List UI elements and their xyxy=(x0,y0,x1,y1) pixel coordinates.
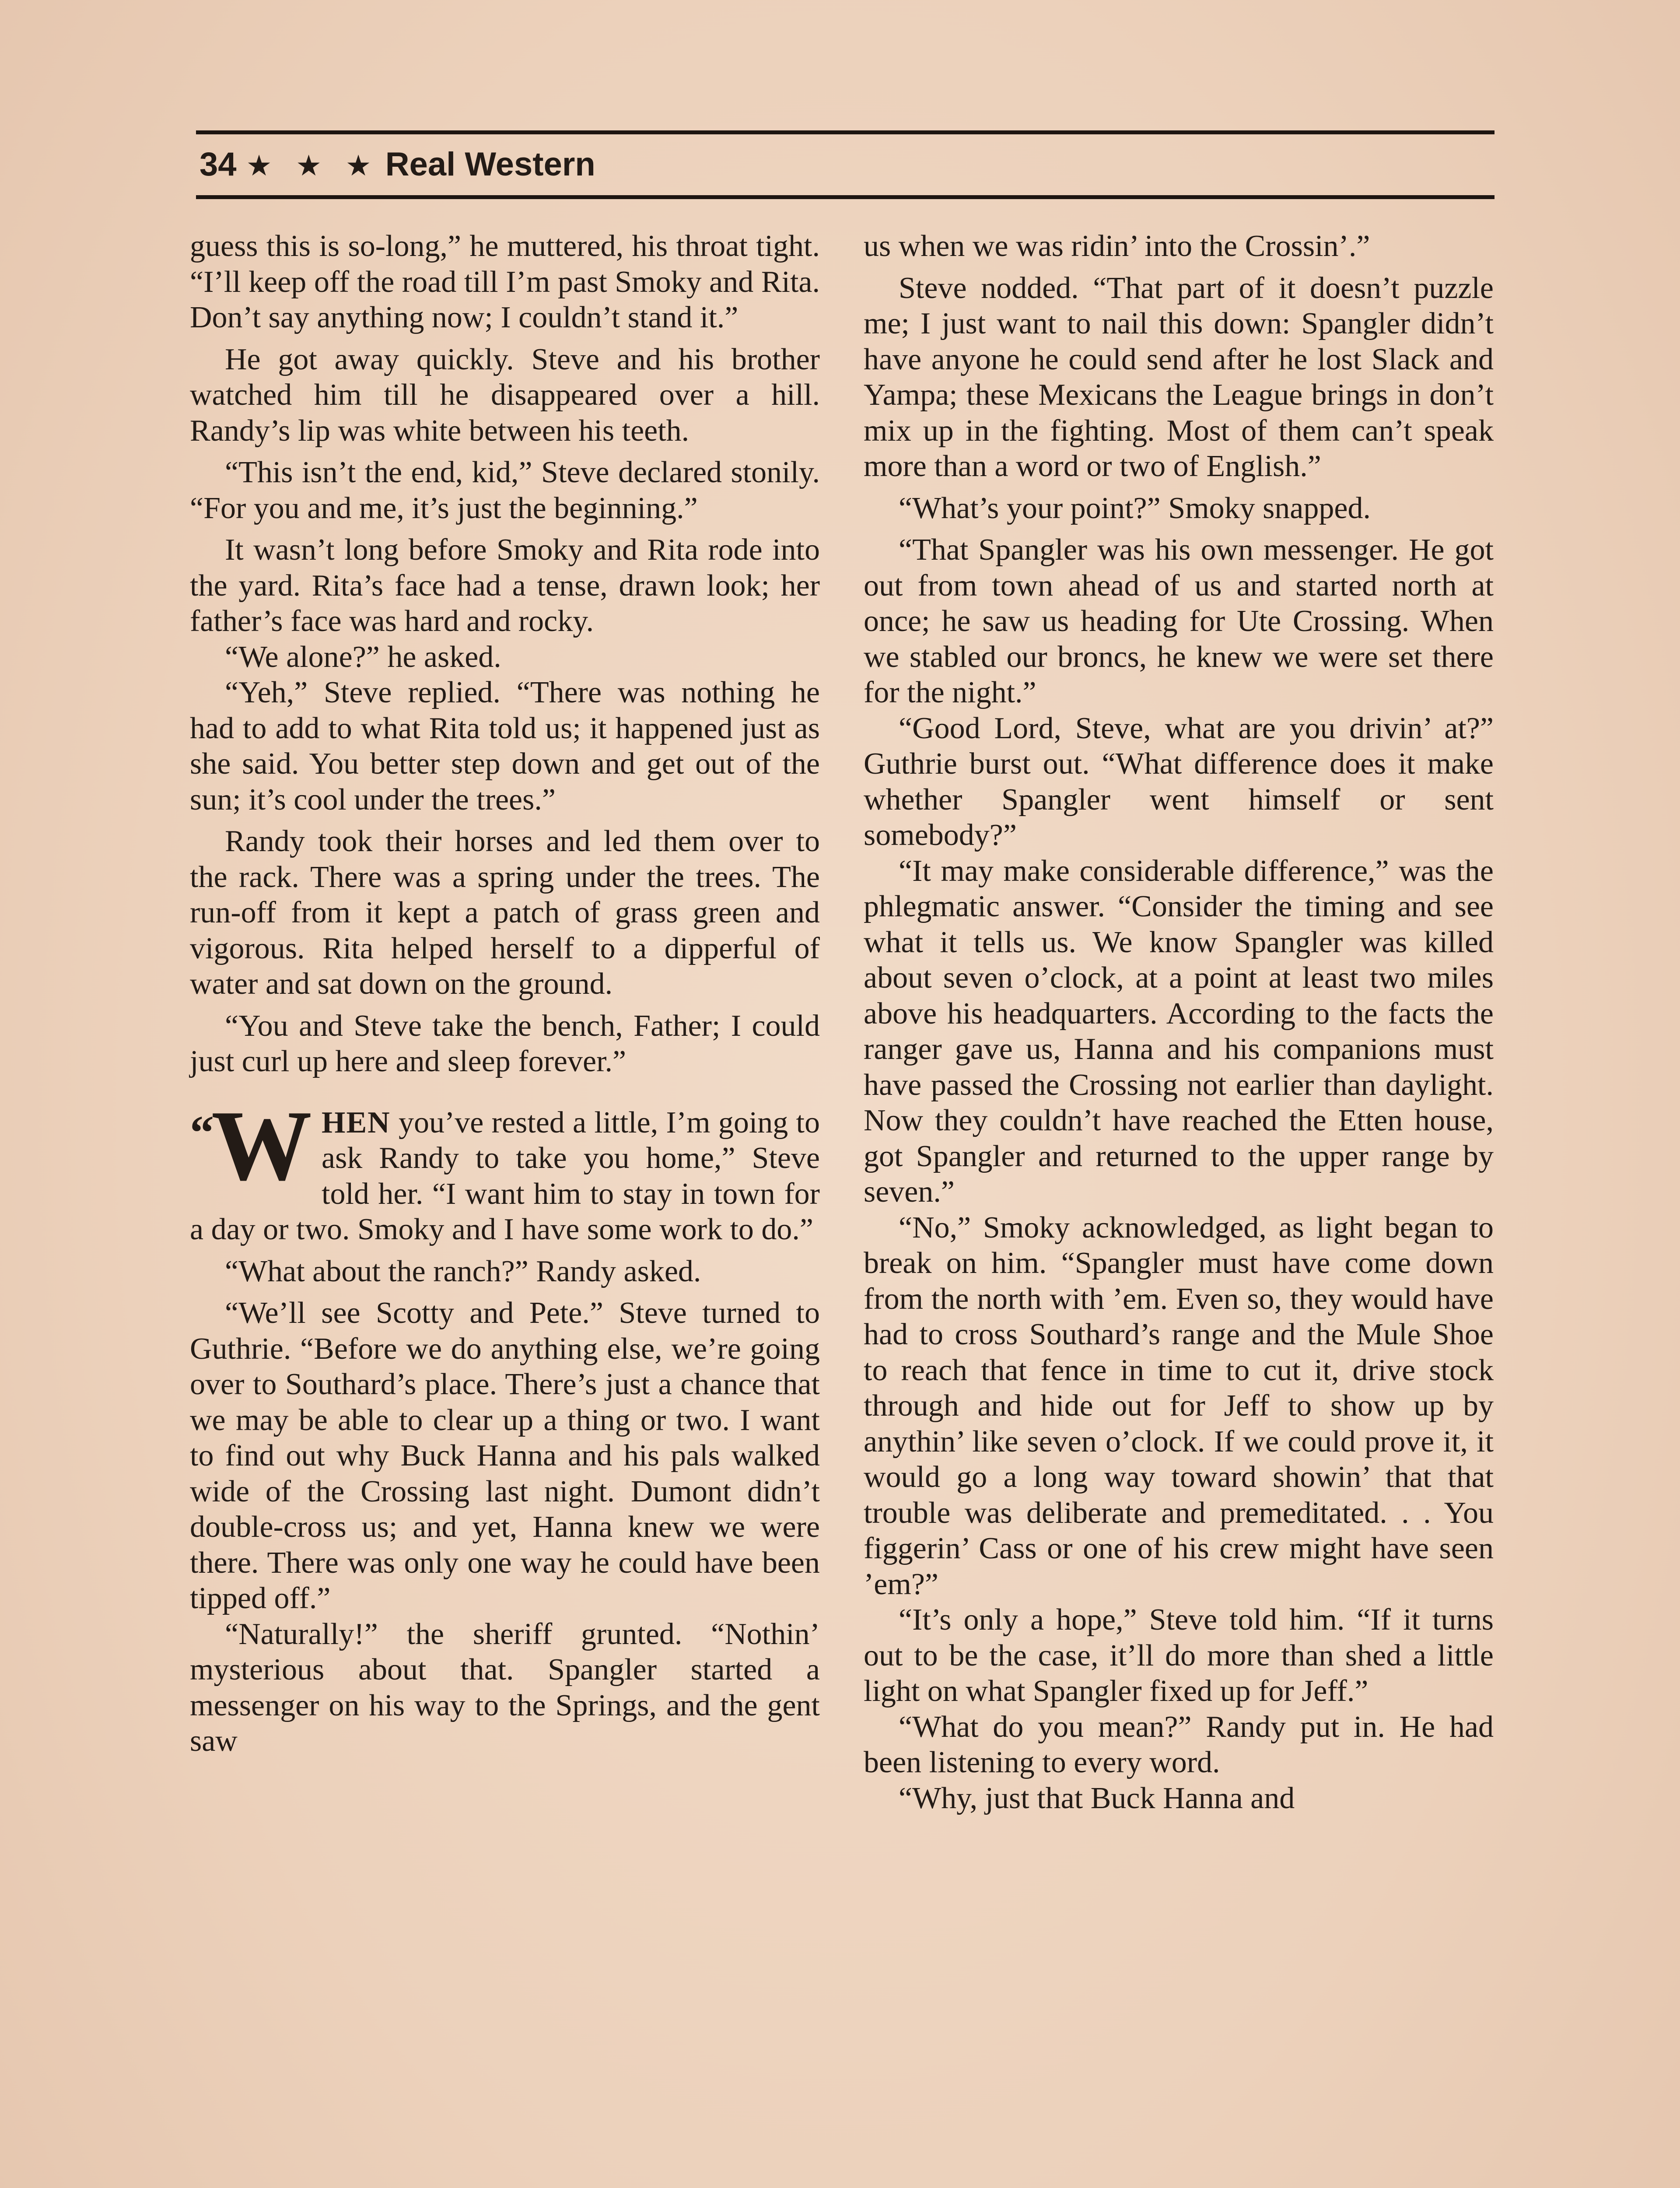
paragraph: “Yeh,” Steve replied. “There was nothing he had to add to what Rita told us; it happened just as she said. You better step down and get out of the sun; it’s cool under the trees.” xyxy=(190,676,820,817)
running-head xyxy=(200,148,595,181)
paragraph-text: you’ve rested a little, I’m going to ask Randy to take you home,” Steve told her. “I want him to stay in town for a day or two. Smoky and I have some work to do.” xyxy=(190,1105,820,1246)
paragraph: “It may make considerable difference,” was the phlegmatic answer. “Consider the timing and see what it tells us. We know Spangler was killed about seven o’clock, at a point at least two miles above his headquarters. According to the facts the ranger gave us, Hanna and his companions must have passed the Crossing not earlier than daylight. Now they couldn’t have reached the Etten house, got Spangler and returned to the upper range by seven.” xyxy=(864,854,1494,1209)
paragraph: “No,” Smoky acknowledged, as light began to break on him. “Spangler must have come down from the north with ’em. Even so, they would have had to cross Southard’s range and the Mule Shoe to reach that fence in time to cut it, drive stock through and hide out for Jeff to show up by anythin’ like seven o’clock. If we could prove it, it would go a long way toward showin’ that that trouble was deliberate and premeditated. . . You figgerin’ Cass or one of his crew might have seen ’em?” xyxy=(864,1210,1494,1601)
paragraph: “We alone?” he asked. xyxy=(225,640,501,674)
paragraph: “What’s your point?” Smoky snapped. xyxy=(899,491,1371,525)
page-number: 34 xyxy=(200,146,237,183)
paragraph: “We’ll see Scotty and Pete.” Steve turned to Guthrie. “Before we do anything else, we’re going over to Southard’s place. There’s just a chance that we may be able to clear up a thing or two. I want to find out why Buck Hanna and his pals walked wide of the Crossing last night. Dumont didn’t double-cross us; and yet, Hanna knew we were there. There was only one way he could have been tipped off.” xyxy=(190,1296,820,1615)
header-top-rule xyxy=(196,130,1494,134)
paragraph: “Good Lord, Steve, what are you drivin’ at?” Guthrie burst out. “What difference does it make whether Spangler went himself or sent somebody?” xyxy=(864,711,1494,852)
header-bottom-rule xyxy=(196,195,1494,199)
magazine-title: Real Western xyxy=(385,146,595,183)
drop-cap-letter: W xyxy=(211,1089,312,1201)
paragraph: “What about the ranch?” Randy asked. xyxy=(225,1254,701,1288)
paragraph: He got away quickly. Steve and his brother watched him till he disappeared over a hill. Randy’s lip was white between his teeth. xyxy=(190,342,820,448)
paragraph: Randy took their horses and led them over to the rack. There was a spring under the trees. The run-off from it kept a patch of grass green and vigorous. Rita helped herself to a dipperful of water and sat down on the ground. xyxy=(190,824,820,1001)
opening-caps: HEN xyxy=(322,1105,391,1140)
paragraph: “This isn’t the end, kid,” Steve declared stonily. “For you and me, it’s just the beginning.” xyxy=(190,456,820,525)
star-ornaments: ★ ★ ★ xyxy=(246,149,379,182)
section-opening-paragraph xyxy=(190,1089,820,1248)
paragraph: guess this is so-long,” he muttered, his throat tight. “I’ll keep off the road till I’m past Smoky and Rita. Don’t say anything now; I couldn’t stand it.” xyxy=(190,229,820,334)
drop-cap-quote: “ xyxy=(190,1105,211,1159)
paragraph: “Why, just that Buck Hanna and xyxy=(899,1781,1295,1815)
left-column xyxy=(190,228,820,1759)
paragraph: “You and Steve take the bench, Father; I could just curl up here and sleep forever.” xyxy=(190,1009,820,1078)
paragraph: It wasn’t long before Smoky and Rita rode into the yard. Rita’s face had a tense, drawn look; her father’s face was hard and rocky. xyxy=(190,533,820,638)
drop-cap xyxy=(190,1089,312,1201)
paragraph: “What do you mean?” Randy put in. He had been listening to every word. xyxy=(864,1710,1494,1779)
paragraph: “That Spangler was his own messenger. He got out from town ahead of us and started north at once; he saw us heading for Ute Crossing. When we stabled our broncs, he knew we were set there for the night.” xyxy=(864,533,1494,709)
page-header xyxy=(196,130,1494,200)
right-column xyxy=(864,228,1494,1816)
paragraph: us when we was ridin’ into the Crossin’.” xyxy=(864,229,1370,263)
paragraph: Steve nodded. “That part of it doesn’t puzzle me; I just want to nail this down: Spangler didn’t have anyone he could send after he lost Slack and Yampa; these Mexicans the League brings in don’t mix up in the fighting. Most of them can’t speak more than a word or two of English.” xyxy=(864,271,1494,483)
paragraph: “Naturally!” the sheriff grunted. “Nothin’ mysterious about that. Spangler started a messenger on his way to the Springs, and the gent saw xyxy=(190,1617,820,1758)
paragraph: “It’s only a hope,” Steve told him. “If it turns out to be the case, it’ll do more than shed a little light on what Spangler fixed up for Jeff.” xyxy=(864,1603,1494,1708)
